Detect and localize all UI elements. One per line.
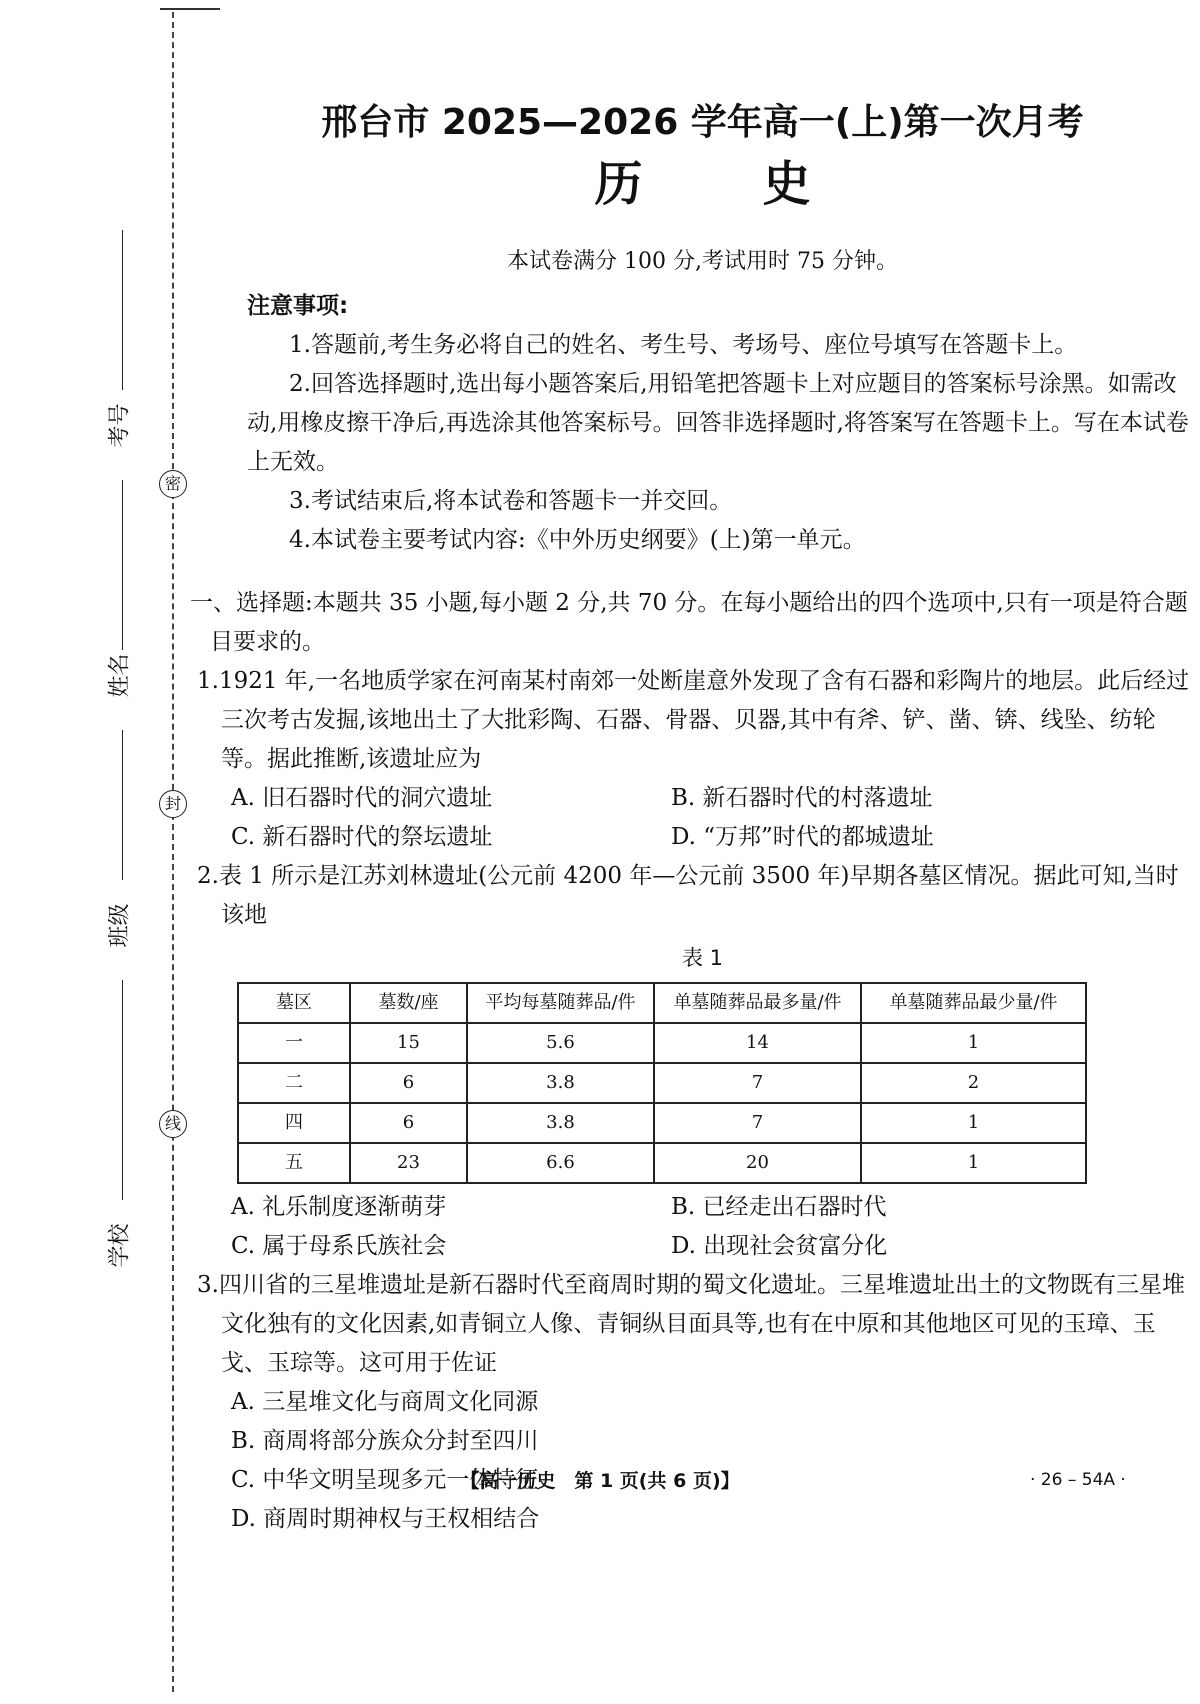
note-item: 1.答题前,考生务必将自己的姓名、考生号、考场号、座位号填写在答题卡上。 <box>289 332 1078 358</box>
note-item: 3.考试结束后,将本试卷和答题卡一并交回。 <box>289 488 733 514</box>
question-2-options <box>231 1188 1190 1266</box>
tomb-table <box>237 982 1087 1184</box>
seal-char-mi: 密 <box>159 470 187 498</box>
option-c[interactable]: C. 属于母系氏族社会 <box>231 1233 447 1259</box>
option-b[interactable]: B. 商周将部分族众分封至四川 <box>231 1428 539 1454</box>
table-cell: 6 <box>350 1103 467 1143</box>
class-blank[interactable] <box>122 730 123 880</box>
table-cell: 6 <box>350 1063 467 1103</box>
exam-title: 邢台市 2025—2026 学年高一(上)第一次月考 <box>321 102 1084 143</box>
exam-content <box>190 100 1190 1539</box>
table-cell: 20 <box>654 1143 861 1183</box>
table-row <box>238 1103 1086 1143</box>
table-cell: 一 <box>238 1023 350 1063</box>
table-header: 墓数/座 <box>350 983 467 1023</box>
table-cell: 7 <box>654 1063 861 1103</box>
note-item: 2.回答选择题时,选出每小题答案后,用铅笔把答题卡上对应题目的答案标号涂黑。如需改动,用橡皮擦干净后,再选涂其他答案标号。回答非选择题时,将答案写在答题卡上。写在本试卷上无效。 <box>247 371 1189 475</box>
table-cell: 1 <box>861 1103 1086 1143</box>
option-a[interactable]: A. 礼乐制度逐渐萌芽 <box>231 1194 447 1220</box>
table-cell: 14 <box>654 1023 861 1063</box>
seal-dotted-line <box>172 12 174 1692</box>
binding-margin <box>0 0 200 1704</box>
option-d[interactable]: D. 出现社会贫富分化 <box>671 1233 888 1259</box>
notes-title: 注意事项: <box>247 293 349 319</box>
table-cell: 7 <box>654 1103 861 1143</box>
table-header: 单墓随葬品最少量/件 <box>861 983 1086 1023</box>
table-cell: 四 <box>238 1103 350 1143</box>
table-cell: 五 <box>238 1143 350 1183</box>
question-3-stem: 3.四川省的三星堆遗址是新石器时代至商周时期的蜀文化遗址。三星堆遗址出土的文物既有三星堆文化独有的文化因素,如青铜立人像、青铜纵目面具等,也有在中原和其他地区可见的玉璋、玉戈、玉琮等。这可用于佐证 <box>197 1272 1185 1376</box>
question-1-stem: 1.1921 年,一名地质学家在河南某村南郊一处断崖意外发现了含有石器和彩陶片的地层。此后经过三次考古发掘,该地出土了大批彩陶、石器、骨器、贝器,其中有斧、铲、凿、锛、线坠、纺轮等。据此推断,该遗址应为 <box>197 668 1190 772</box>
table-cell: 6.6 <box>467 1143 654 1183</box>
name-blank[interactable] <box>122 480 123 650</box>
school-label: 学校 <box>107 1223 133 1268</box>
exam-number-blank[interactable] <box>122 230 123 390</box>
name-label: 姓名 <box>107 653 133 698</box>
option-b[interactable]: B. 已经走出石器时代 <box>671 1194 887 1220</box>
table-header: 墓区 <box>238 983 350 1023</box>
option-c[interactable]: C. 中华文明呈现多元一体特征 <box>231 1467 539 1493</box>
school-blank[interactable] <box>122 980 123 1200</box>
top-rule <box>160 8 220 10</box>
table-cell: 二 <box>238 1063 350 1103</box>
table-header: 平均每墓随葬品/件 <box>467 983 654 1023</box>
table-cell: 3.8 <box>467 1103 654 1143</box>
subject-title: 历史 <box>594 156 931 212</box>
table-cell: 2 <box>861 1063 1086 1103</box>
table-header: 单墓随葬品最多量/件 <box>654 983 861 1023</box>
table-header-row <box>238 983 1086 1023</box>
option-c[interactable]: C. 新石器时代的祭坛遗址 <box>231 824 493 850</box>
table-caption: 表 1 <box>681 946 724 970</box>
table-cell: 1 <box>861 1143 1086 1183</box>
option-a[interactable]: A. 三星堆文化与商周文化同源 <box>231 1389 539 1415</box>
question-3-options <box>231 1383 1190 1539</box>
table-cell: 1 <box>861 1023 1086 1063</box>
option-a[interactable]: A. 旧石器时代的洞穴遗址 <box>231 785 493 811</box>
table-cell: 15 <box>350 1023 467 1063</box>
table-cell: 3.8 <box>467 1063 654 1103</box>
table-row <box>238 1023 1086 1063</box>
seal-char-xian: 线 <box>159 1110 187 1138</box>
table-row <box>238 1063 1086 1103</box>
option-d[interactable]: D. “万邦”时代的都城遗址 <box>671 824 934 850</box>
section-heading: 一、选择题:本题共 35 小题,每小题 2 分,共 70 分。在每小题给出的四个选项中,只有一项是符合题目要求的。 <box>190 590 1188 655</box>
note-item: 4.本试卷主要考试内容:《中外历史纲要》(上)第一单元。 <box>289 527 866 553</box>
seal-char-feng: 封 <box>159 790 187 818</box>
option-d[interactable]: D. 商周时期神权与王权相结合 <box>231 1506 540 1532</box>
table-row <box>238 1143 1086 1183</box>
class-label: 班级 <box>107 903 133 948</box>
table-cell: 5.6 <box>467 1023 654 1063</box>
option-b[interactable]: B. 新石器时代的村落遗址 <box>671 785 933 811</box>
question-1-options <box>231 779 1190 857</box>
score-line: 本试卷满分 100 分,考试用时 75 分钟。 <box>507 249 898 274</box>
page-footer: 【高一历史 第 1 页(共 6 页)】 <box>460 1470 740 1492</box>
table-cell: 23 <box>350 1143 467 1183</box>
exam-number-label: 考号 <box>107 403 133 448</box>
paper-code: · 26 – 54A · <box>1030 1470 1126 1490</box>
question-2-stem: 2.表 1 所示是江苏刘林遗址(公元前 4200 年—公元前 3500 年)早期各墓区情况。据此可知,当时该地 <box>197 863 1179 928</box>
